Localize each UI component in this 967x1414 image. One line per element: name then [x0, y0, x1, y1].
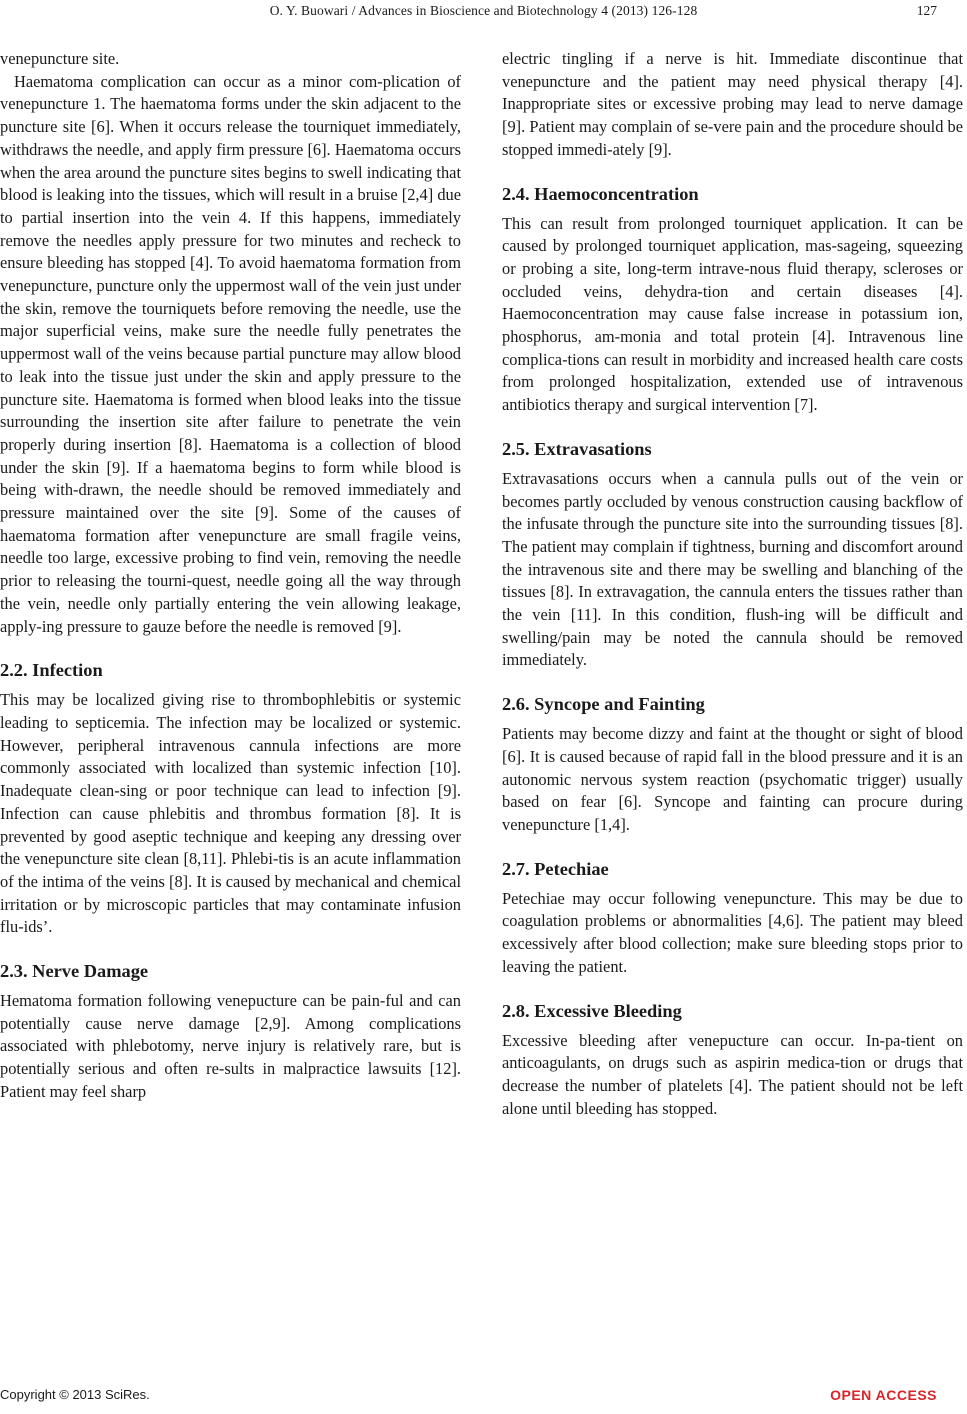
open-access-label: OPEN ACCESS: [830, 1387, 937, 1403]
section-heading-haemoconcentration: 2.4. Haemoconcentration: [502, 183, 699, 204]
paragraph-nerve-damage: Hematoma formation following venepucture can be pain-ful and can potentially cause nerve damage [2,9]. Among complications associated with phlebotomy, nerve injury is relatively rare, but is potentially serious and often re-sults in malpractice lawsuits [12]. Patient may feel sharp: [0, 991, 461, 1101]
paragraph-haematoma: Haematoma complication can occur as a minor com-plication of venepuncture 1. The haematoma forms under the skin adjacent to the puncture site [6]. When it occurs release the tourniquet immediately, withdraws the needle, and apply firm pressure [6]. Haematoma occurs when the area around the puncture sites begins to swell indicating that blood is leaking into the tissues, which will result in a bruise [2,4] due to partial insertion into the vein 4. If this happens, immediately remove the needles apply pressure for two minutes and recheck to ensure bleeding has stopped [4]. To avoid haematoma formation from venepuncture, puncture only the uppermost wall of the vein just under the skin, remove the tourniquets before removing the needle, use the major superficial veins, make sure the needle fully penetrates the uppermost wall of the veins because partial puncture may allow blood to leak into the tissue just under the skin and apply pressure to the puncture site. Haematoma is formed when blood leaks into the tissue surrounding the insertion site after failure to penetrate the vein properly during insertion [8]. Haematoma is a collection of blood under the skin [9]. If a haematoma begins to form while blood is being with-drawn, the needle should be removed immediately and pressure maintained over the site [9]. Some of the causes of haematoma formation after venepuncture are small fragile veins, needle too large, excessive probing to find vein, removing the needle prior to releasing the tourni-quest, needle going all the way through the vein, needle only partially entering the vein allowing leakage, apply-ing pressure to gauze before the needle is removed [9].: [0, 71, 461, 636]
paragraph-excessive-bleeding: Excessive bleeding after venepucture can occur. In-pa-tient on anticoagulants, on drugs such as aspirin medica-tion or drugs that decrease the number of platelets [4]. The patient should not be left alone until bleeding has stopped.: [502, 1030, 963, 1118]
paragraph-infection: This may be localized giving rise to thrombophlebitis or systemic leading to septicemia. The infection may be localized or systemic. However, peripheral intravenous cannula infections are more commonly associated with localized than systemic infection [10]. Inadequate clean-sing or poor technique can lead to infection [9]. Infection can cause phlebitis and thrombus formation [8]. It is prevented by good aseptic technique and keeping any dressing over the venepuncture site clean [8,11]. Phlebi-tis is an acute inflammation of the intima of the veins [8]. It is caused by mechanical and chemical irritation or by microscopic particles that may contaminate infusion flu-ids’.: [0, 690, 461, 937]
paragraph-syncope: Patients may become dizzy and faint at the thought or sight of blood [6]. It is caused because of rapid fall in the blood pressure and it is an autonomic nervous system reaction (psychomatic trigger) usually based on fear [6]. Syncope and fainting can procure during venepuncture [1,4].: [502, 724, 963, 834]
paragraph-extravasations: Extravasations occurs when a cannula pulls out of the vein or becomes partly occluded by venous construction causing backflow of the infusate through the puncture site into the surrounding tissues [8]. The patient may complain if tightness, burning and discomfort around the intravenous site and there may be swelling and blanching of the tissues [8]. In extravagation, the cannula enters the tissues rather than the vein [11]. In this condition, flush-ing will be difficult and swelling/pain may be noted the cannula should be removed immediately.: [502, 468, 963, 670]
section-heading-syncope: 2.6. Syncope and Fainting: [502, 694, 705, 715]
right-column: [502, 48, 963, 1120]
paragraph-nerve-damage-continued: electric tingling if a nerve is hit. Immediate discontinue that venepuncture and the patient may need physical therapy [4]. Inappropriate sites or excessive probing may lead to nerve damage [9]. Patient may complain of se-vere pain and the procedure should be stopped immedi-ately [9].: [502, 49, 963, 159]
paragraph-haemoconcentration: This can result from prolonged tourniquet application. It can be caused by prolonged tourniquet application, mas-sageing, squeezing or probing a site, long-term intrave-nous fluid therapy, scleroses or occluded veins, dehydra-tion and certain diseases [4]. Haemoconcentration may cause false increase in potassium ion, phosphorus, am-monia and total protein [4]. Intravenous line complica-tions can result in morbidity and increased health care costs from prolonged hospitalization, extended use of intravenous antibiotics therapy and surgical intervention [7].: [502, 213, 963, 415]
running-head: O. Y. Buowari / Advances in Bioscience and Biotechnology 4 (2013) 126-128: [269, 3, 698, 18]
paragraph: venepuncture site.: [0, 49, 120, 68]
paragraph-petechiae: Petechiae may occur following venepuncture. This may be due to coagulation problems or abnormalities [4,6]. The patient may bleed excessively after blood collection; make sure bleeding stops prior to leaving the patient.: [502, 888, 963, 976]
section-heading-petechiae: 2.7. Petechiae: [502, 858, 609, 879]
left-column: [0, 48, 461, 1104]
section-heading-nerve-damage: 2.3. Nerve Damage: [0, 961, 149, 982]
copyright-notice: Copyright © 2013 SciRes.: [0, 1387, 150, 1402]
section-heading-extravasations: 2.5. Extravasations: [502, 438, 652, 459]
section-heading-infection: 2.2. Infection: [0, 660, 103, 681]
section-heading-excessive-bleeding: 2.8. Excessive Bleeding: [502, 1000, 682, 1021]
page-number: 127: [916, 3, 937, 18]
